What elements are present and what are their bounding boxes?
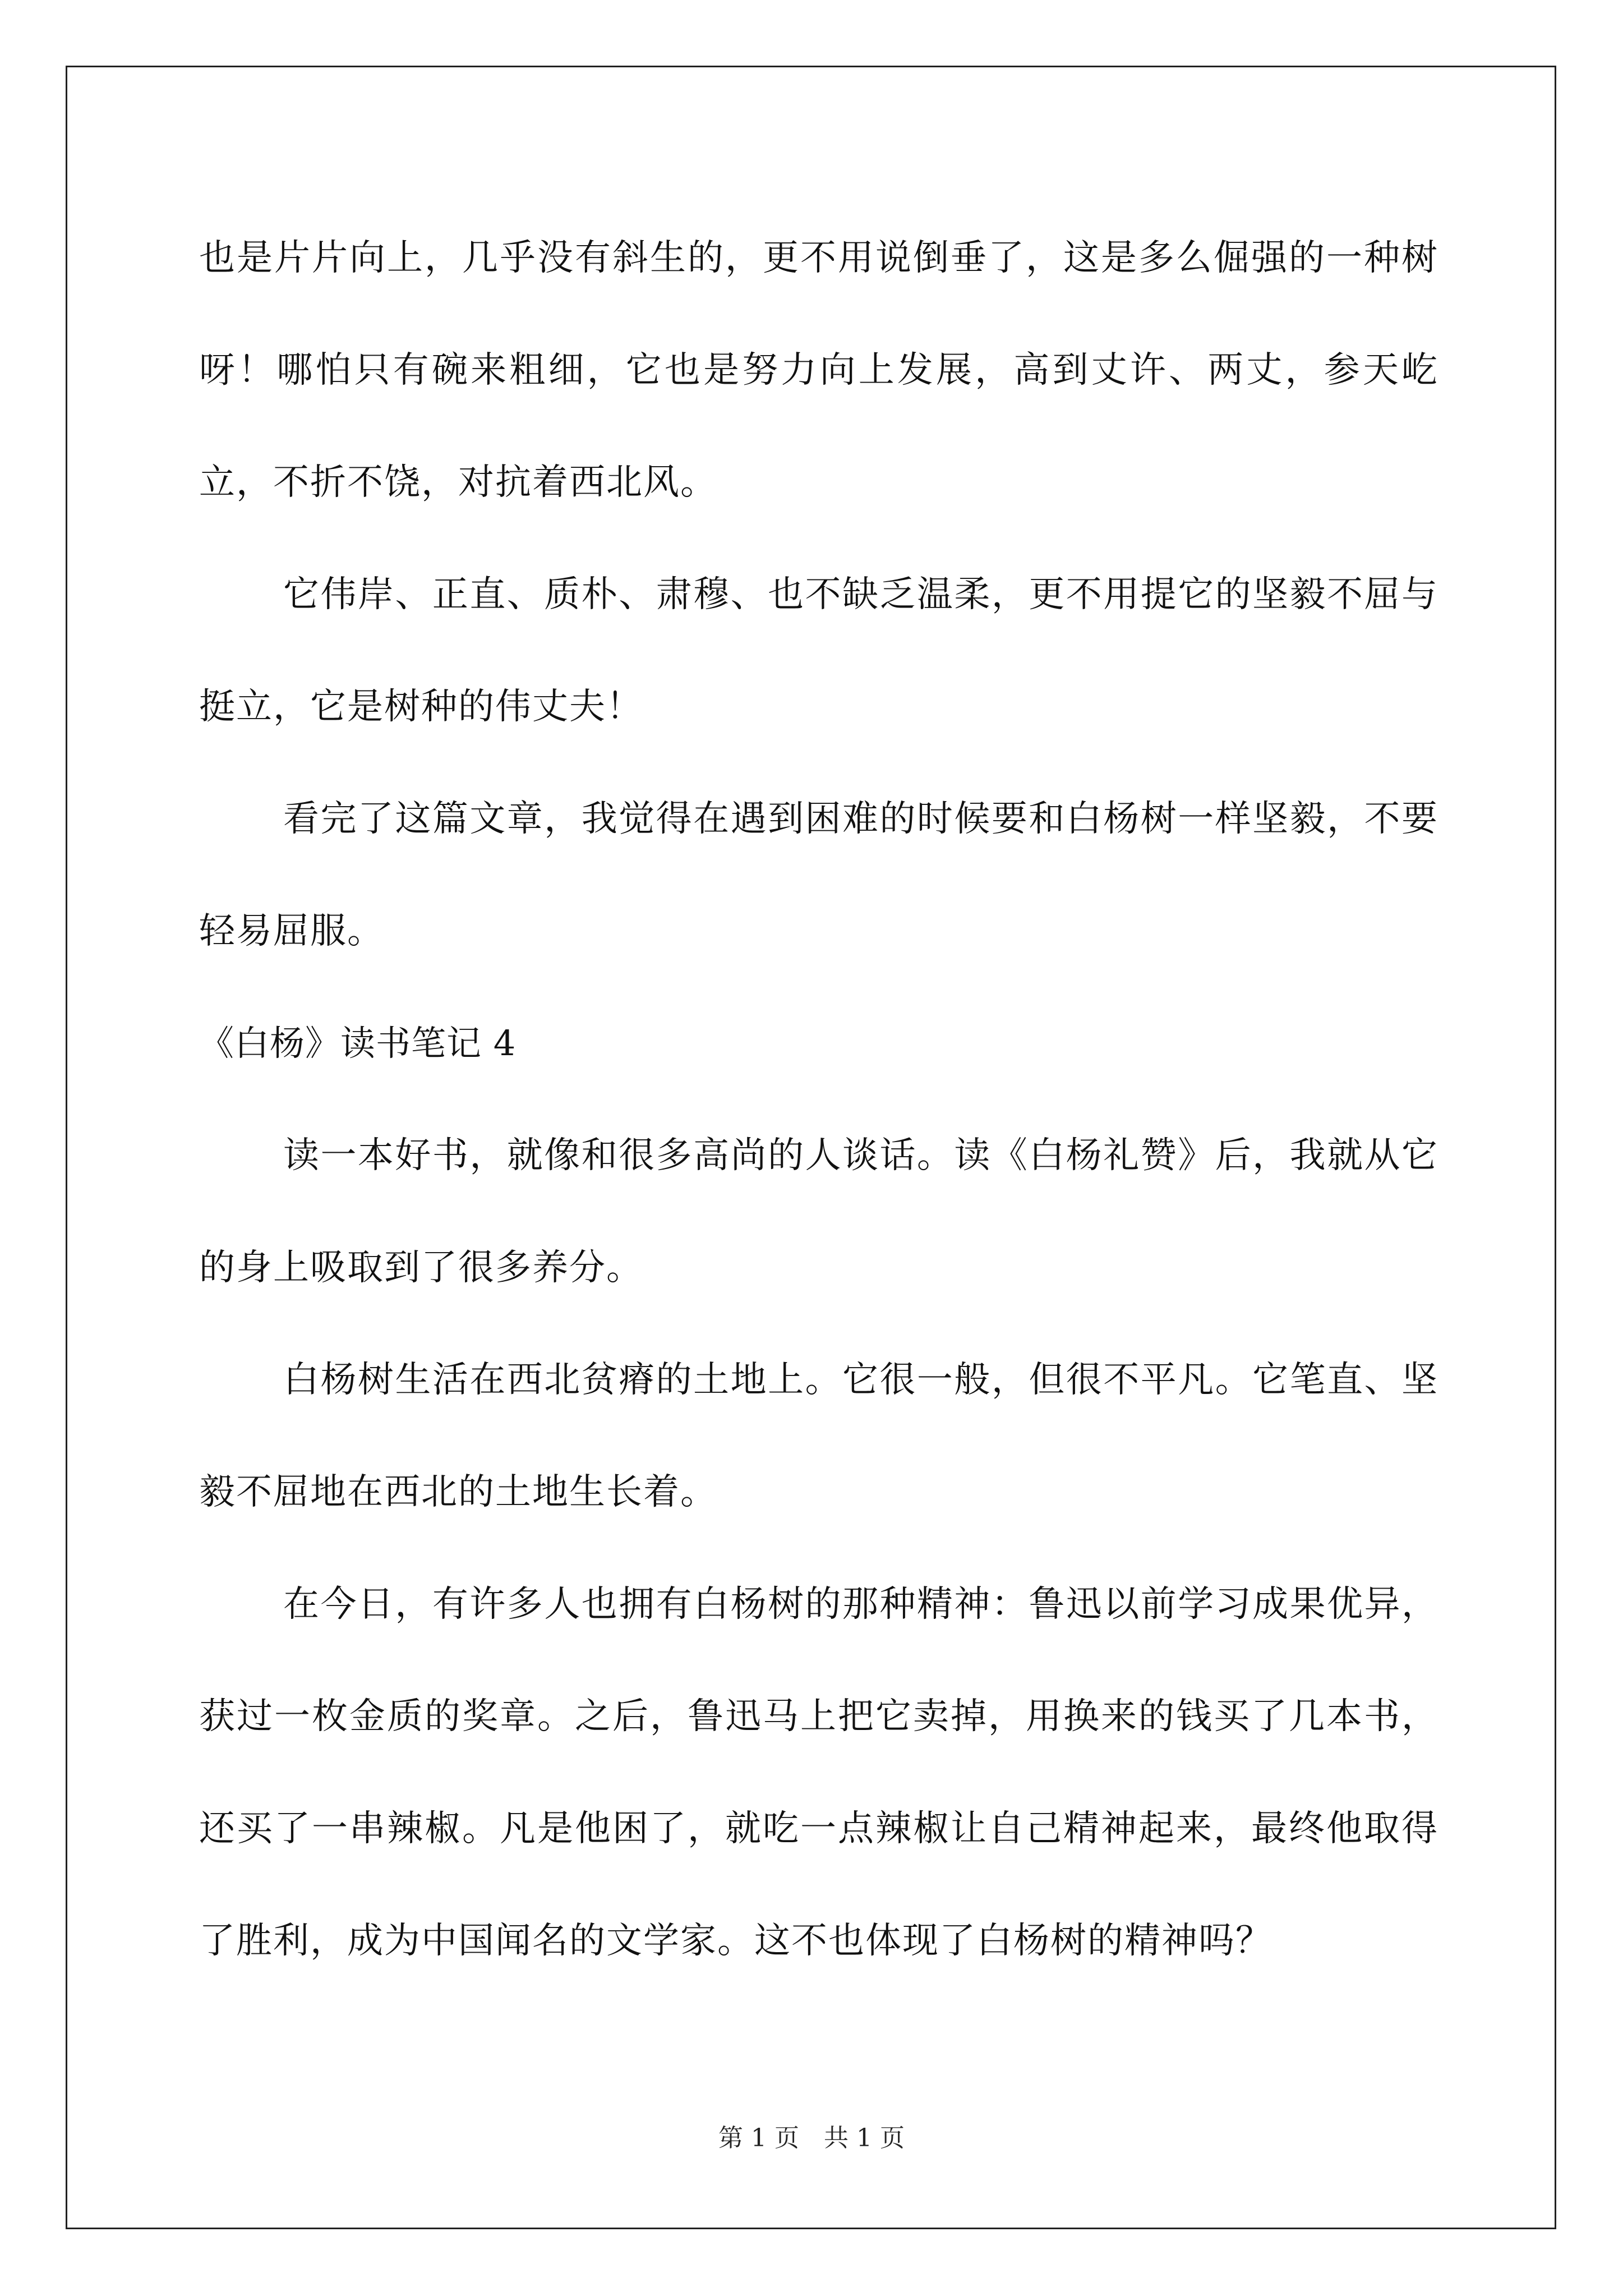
- section-paragraph-2: 白杨树生活在西北贫瘠的土地上。它很一般，但很不平凡。它笔直、坚毅不屈地在西北的土地生长着。: [199, 1359, 1438, 1513]
- page-footer: 第 1 页 共 1 页: [718, 2124, 905, 2152]
- section-heading: 《白杨》读书笔记 4: [199, 1023, 517, 1064]
- section-paragraph-1: 读一本好书，就像和很多高尚的人谈话。读《白杨礼赞》后，我就从它的身上吸取到了很多养分。: [199, 1135, 1438, 1289]
- paragraph-3: 看完了这篇文章，我觉得在遇到困难的时候要和白杨树一样坚毅，不要轻易屈服。: [199, 798, 1438, 952]
- section-paragraph-3: 在今日，有许多人也拥有白杨树的那种精神：鲁迅以前学习成果优异，获过一枚金质的奖章。之后，鲁迅马上把它卖掉，用换来的钱买了几本书，还买了一串辣椒。凡是他困了，就吃一点辣椒让自己精神起来，最终他取得了胜利，成为中国闻名的文学家。这不也体现了白杨树的精神吗？: [199, 1584, 1438, 1962]
- paragraph-1: 也是片片向上，几乎没有斜生的，更不用说倒垂了，这是多么倔强的一种树呀！哪怕只有碗来粗细，它也是努力向上发展，高到丈许、两丈，参天屹立，不折不饶，对抗着西北风。: [199, 237, 1438, 503]
- document-body: [199, 202, 1438, 1997]
- paragraph-2: 它伟岸、正直、质朴、肃穆、也不缺乏温柔，更不用提它的坚毅不屈与挺立，它是树种的伟丈夫！: [199, 574, 1438, 728]
